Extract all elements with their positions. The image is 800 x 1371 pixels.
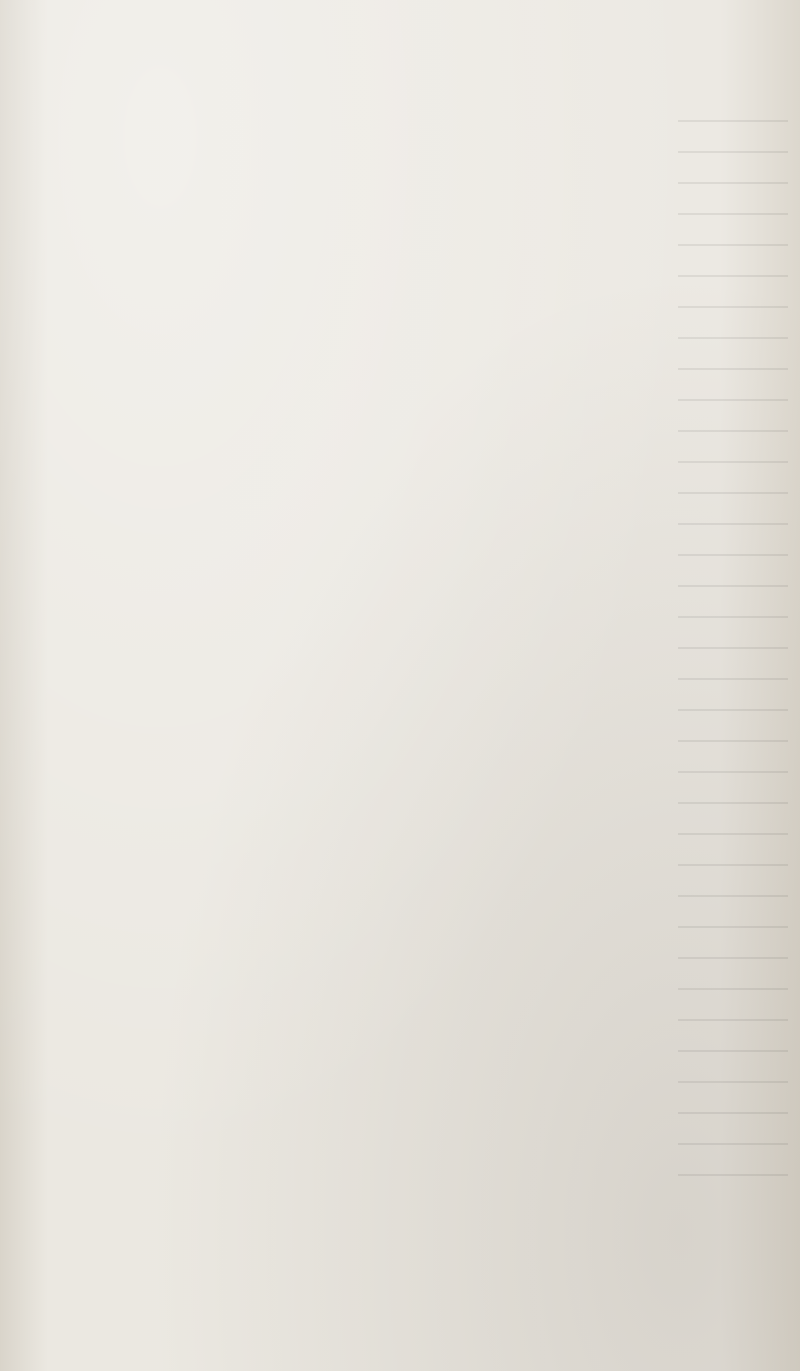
page-footer	[0, 1223, 800, 1259]
page-header	[0, 58, 800, 98]
show-through-shadow	[678, 120, 788, 1200]
